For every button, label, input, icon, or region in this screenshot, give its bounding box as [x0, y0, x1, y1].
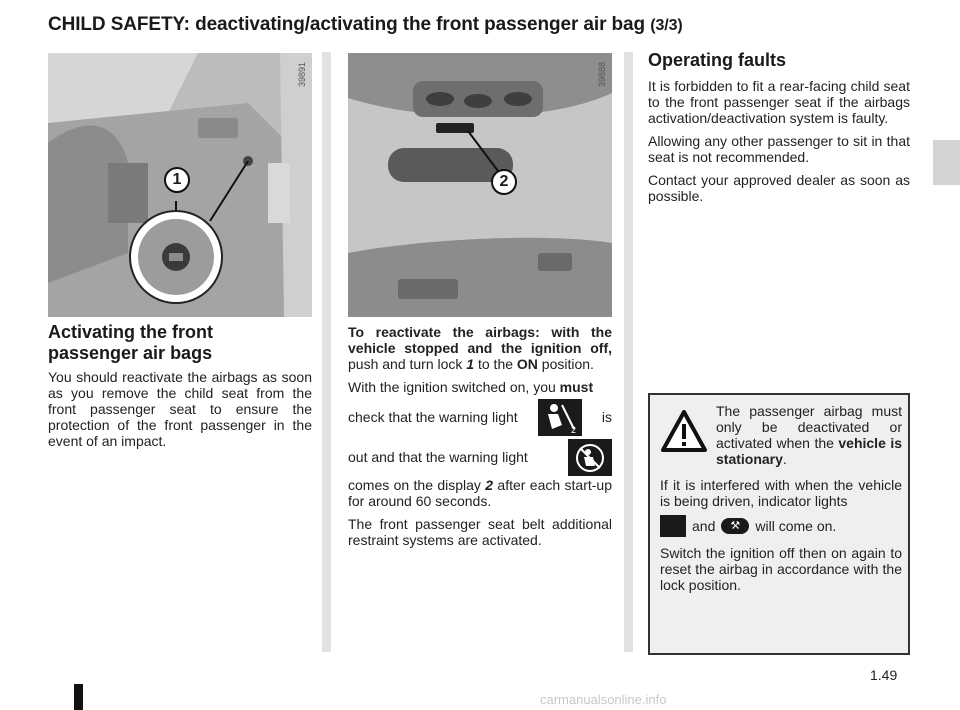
overhead-console-illustration	[348, 53, 612, 317]
figure-reference-number: 39891	[297, 62, 307, 88]
chapter-tab	[933, 140, 960, 185]
service-wrench-indicator-icon: ⚒	[721, 518, 749, 534]
column-divider-left	[322, 52, 331, 652]
figure-reference-number: 39888	[597, 62, 607, 88]
corner-marker	[74, 684, 83, 710]
callout-2: 2	[491, 169, 517, 195]
airbag-fault-indicator-icon	[660, 515, 686, 537]
svg-text:2: 2	[570, 424, 576, 435]
watermark: carmanualsonline.info	[540, 692, 667, 707]
title-part-indicator: (3/3)	[650, 17, 683, 34]
airbag-off-warning-light-icon	[538, 399, 582, 436]
warning-triangle-icon	[660, 409, 708, 453]
activating-body-text: You should reactivate the airbags as soon as you remove the child seat from the front passenger seat to ensure the protection of the front passenger in the event of an impact.	[48, 369, 312, 449]
page-number: 1.49	[870, 667, 898, 683]
callout-1: 1	[164, 167, 190, 193]
operating-faults-text: It is forbidden to fit a rear-facing child seat to the front passenger seat if the airbags activation/deactivation system is faulty. Allowing any other passenger to sit in that seat is not recommended. Contact your approved dealer as soon as possible.	[648, 78, 910, 204]
figure-overhead-console	[348, 53, 612, 317]
page-title: CHILD SAFETY: deactivating/activating the front passenger air bag (3/3)	[48, 14, 683, 35]
section-heading-operating-faults: Operating faults	[648, 50, 787, 70]
warning-stationary-text: The passenger airbag must only be deactivated or activated when the vehicle is stationary.	[716, 403, 902, 467]
warning-details-text: If it is interfered with when the vehicle is being driven, indicator lights and ⚒ will come on. Switch the ignition off then on again to reset the airbag in accordance with the lock position.	[660, 477, 902, 593]
reactivation-instructions: To reactivate the airbags: with the vehicle stopped and the ignition off, push and turn lock 1 to the ON position. With the ignition switched on, you must check that the warning light 2 is out and that the warning light comes on the display 2 after each start-up for around 60 seconds. The front passenger seat belt additional restraint systems are activated.	[348, 324, 612, 548]
airbag-deactivated-warning-light-icon	[568, 439, 612, 476]
warning-box	[648, 393, 910, 655]
figure-passenger-dashboard	[48, 53, 312, 317]
section-heading-activating: Activating the front passenger air bags	[48, 322, 213, 363]
column-divider-right	[624, 52, 633, 652]
